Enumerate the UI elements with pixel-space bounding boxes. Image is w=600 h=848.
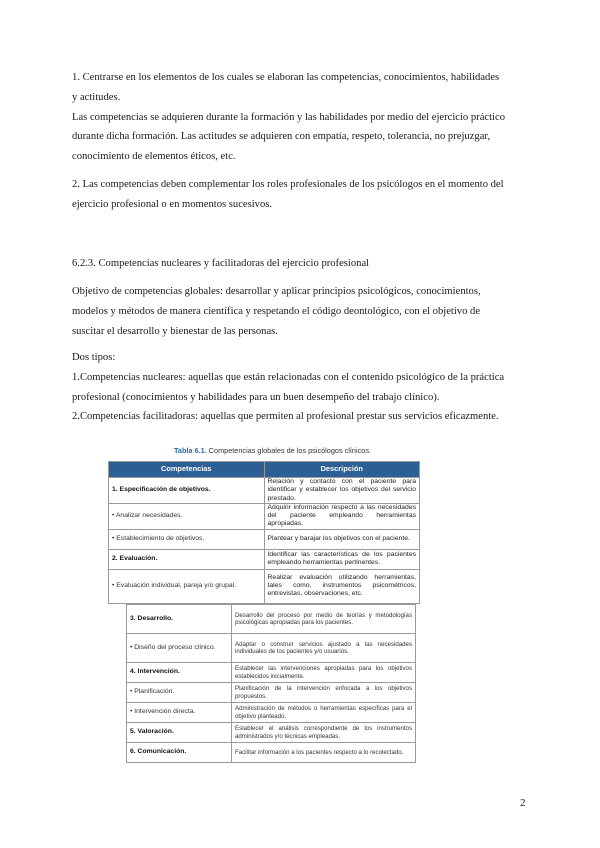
text-line: 2.Competencias facilitadoras: aquellas que permiten al profesional prestar sus servicios eficazmente. (72, 411, 499, 423)
competency-cell: 5. Valoración. (127, 723, 232, 743)
paragraph-4 (72, 348, 542, 427)
description-cell: Realizar evaluación utilizando herramientas, tales como, instrumentos psicométricos, entrevistas, observaciones, etc. (264, 569, 420, 603)
table-caption-label: Tabla 6.1. (174, 446, 207, 455)
competency-cell: 2. Evaluación. (109, 549, 265, 569)
text-line: y actitudes. (72, 91, 121, 103)
table-row (127, 723, 416, 743)
table-row (109, 569, 420, 603)
description-cell: Planificación de la intervención enfocada a los objetivos propuestos. (232, 683, 416, 703)
competencies-table-part-2 (126, 604, 416, 763)
competency-cell: • Evaluación individual, pareja y/o grupal. (109, 569, 265, 603)
description-cell: Desarrollo del proceso por medio de teorías y metodologías psicológicas apropiadas para los pacientes. (232, 605, 416, 634)
text-line: durante dicha formación. Las actitudes se adquieren con empatía, respeto, tolerancia, no prejuzgar, (72, 131, 491, 143)
text-line: 1.Competencias nucleares: aquellas que están relacionadas con el contenido psicológico de la práctica (72, 371, 505, 383)
text-line: Dos tipos: (72, 352, 116, 363)
description-cell: Facilitar información a los pacientes respecto a lo recolectado. (232, 743, 416, 763)
paragraph-2 (72, 175, 542, 215)
table-row (127, 743, 416, 763)
table-row (127, 683, 416, 703)
description-cell: Administración de métodos o herramientas específicas para el objetivo planteado. (232, 703, 416, 723)
table-row (109, 549, 420, 569)
competencies-table-part-1 (108, 461, 420, 604)
section-heading (72, 254, 542, 274)
table-row (127, 605, 416, 634)
table-caption (174, 446, 371, 455)
table-row (109, 478, 420, 504)
column-header-competencias: Competencias (109, 462, 265, 478)
table-row (127, 703, 416, 723)
description-cell: Adaptar o construir servicios ajustado a las necesidades individuales de los pacientes y/o usuarios. (232, 634, 416, 663)
table-row (127, 634, 416, 663)
description-cell: Identificar las características de los pacientes empleando herramientas pertinentes. (264, 549, 420, 569)
competency-cell: • Planificación. (127, 683, 232, 703)
section-heading-text: 6.2.3. Competencias nucleares y facilitadoras del ejercicio profesional (72, 258, 370, 269)
paragraph-1 (72, 68, 542, 167)
competency-cell: 1. Especificación de objetivos. (109, 478, 265, 504)
text-line: profesional (conocimientos y habilidades para un buen desempeño del trabajo clínico). (72, 391, 440, 403)
text-line: ejercicio profesional o en momentos sucesivos. (72, 198, 273, 210)
table-row (127, 663, 416, 683)
text-line: Objetivo de competencias globales: desarrollar y aplicar principios psicológicos, conocimientos, (72, 286, 481, 297)
competency-cell: • Establecimiento de objetivos. (109, 529, 265, 549)
page-number: 2 (520, 797, 526, 809)
description-cell: Relación y contacto con el paciente para identificar y establecer los objetivos del servicio prestado. (264, 478, 420, 504)
competency-cell: 6. Comunicación. (127, 743, 232, 763)
competency-cell: • Intervención directa. (127, 703, 232, 723)
competency-cell: • Analizar necesidades. (109, 503, 265, 529)
table-row (109, 503, 420, 529)
text-line: suscitar el desarrollo y bienestar de las personas. (72, 325, 278, 337)
competency-cell: • Diseño del proceso clínico. (127, 634, 232, 663)
description-cell: Plantear y barajar los objetivos con el paciente. (264, 529, 420, 549)
text-line: modelos y métodos de manera científica y respetando el código deontológico, con el objetivo de (72, 305, 481, 317)
table-row (109, 529, 420, 549)
text-line: 2. Las competencias deben complementar los roles profesionales de los psicólogos en el momento del (72, 179, 504, 190)
competency-cell: 4. Intervención. (127, 663, 232, 683)
description-cell: Establecer el análisis correspondiente de los instrumentos administrados y/o técnicas empleadas. (232, 723, 416, 743)
competency-cell: 3. Desarrollo. (127, 605, 232, 634)
text-line: conocimiento de elementos éticos, etc. (72, 151, 236, 163)
description-cell: Adquirir información respecto a las necesidades del paciente empleando herramientas apropiadas. (264, 503, 420, 529)
text-line: Las competencias se adquieren durante la formación y las habilidades por medio del ejercicio práctico (72, 111, 505, 123)
table-caption-text: Competencias globales de los psicólogos clínicos. (208, 446, 371, 455)
column-header-descripcion: Descripción (264, 462, 420, 478)
description-cell: Establecer las intervenciones apropiadas para los objetivos establecidos inicialmente. (232, 663, 416, 683)
text-line: 1. Centrarse en los elementos de los cuales se elaboran las competencias, conocimientos, habilidades (72, 72, 500, 83)
paragraph-3 (72, 282, 542, 341)
